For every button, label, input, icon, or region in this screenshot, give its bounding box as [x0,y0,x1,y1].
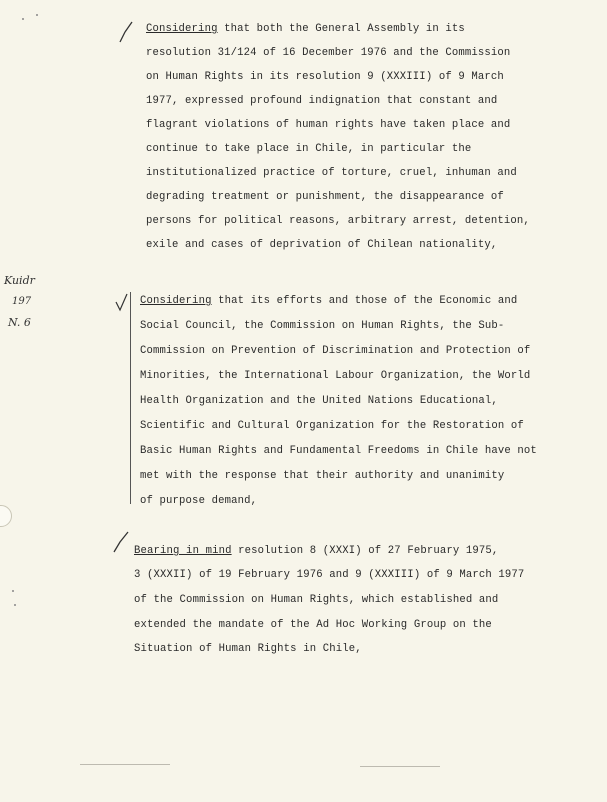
paragraph-3-line-3: of the Commission on Human Rights, which established and [134,594,499,606]
paragraph-2-line-5: Health Organization and the United Nations Educational, [140,395,498,407]
paragraph-3-line-1: resolution 8 (XXXI) of 27 February 1975, [238,545,499,557]
footer-rule [80,764,170,765]
paragraph-1-line-8: degrading treatment or punishment, the disappearance of [146,191,504,203]
footer-rule [360,766,440,767]
check-mark-icon [112,530,130,556]
paragraph-3-line-2: 3 (XXXII) of 19 February 1976 and 9 (XXXIII) of 9 March 1977 [134,569,525,581]
margin-note-line-3: N. 6 [8,316,31,329]
speck [36,14,38,16]
margin-bar [130,292,131,504]
paragraph-2-line-4: Minorities, the International Labour Organization, the World [140,370,531,382]
paragraph-1-line-2: resolution 31/124 of 16 December 1976 and the Commission [146,47,511,59]
paragraph-2-line-2: Social Council, the Commission on Human Rights, the Sub- [140,320,505,332]
paragraph-2-line-3: Commission on Prevention of Discrimination and Protection of [140,345,531,357]
margin-note-line-1: Kuidr [4,274,35,287]
paragraph-1-line-1: that both the General Assembly in its [224,23,465,35]
paragraph-2-line-6: Scientific and Cultural Organization for the Restoration of [140,420,524,432]
check-mark-icon [114,292,130,314]
paragraph-1-line-4: 1977, expressed profound indignation that constant and [146,95,498,107]
paragraph-2-line-9: of purpose demand, [140,495,258,507]
paragraph-1-line-9: persons for political reasons, arbitrary arrest, detention, [146,215,530,227]
paragraph-1-line-6: continue to take place in Chile, in particular the [146,143,472,155]
punch-hole [0,505,12,527]
speck [12,590,14,592]
paragraph-2-lead: Considering [140,295,212,307]
check-mark-icon [118,20,134,46]
paragraph-3-lead: Bearing in mind [134,545,232,557]
paragraph-1-lead: Considering [146,23,218,35]
paragraph-2-line-7: Basic Human Rights and Fundamental Freedoms in Chile have not [140,445,537,457]
paragraph-3-line-5: Situation of Human Rights in Chile, [134,643,362,655]
paragraph-2-line-1: that its efforts and those of the Economic and [218,295,518,307]
speck [22,18,24,20]
paragraph-1-line-7: institutionalized practice of torture, cruel, inhuman and [146,167,517,179]
paragraph-1-line-5: flagrant violations of human rights have taken place and [146,119,511,131]
paragraph-2-line-8: met with the response that their authority and unanimity [140,470,505,482]
paragraph-1-line-3: on Human Rights in its resolution 9 (XXXIII) of 9 March [146,71,504,83]
paragraph-3-line-4: extended the mandate of the Ad Hoc Working Group on the [134,619,492,631]
speck [14,604,16,606]
paragraph-1-line-10: exile and cases of deprivation of Chilean nationality, [146,239,498,251]
margin-note-line-2: 197 [12,296,32,307]
